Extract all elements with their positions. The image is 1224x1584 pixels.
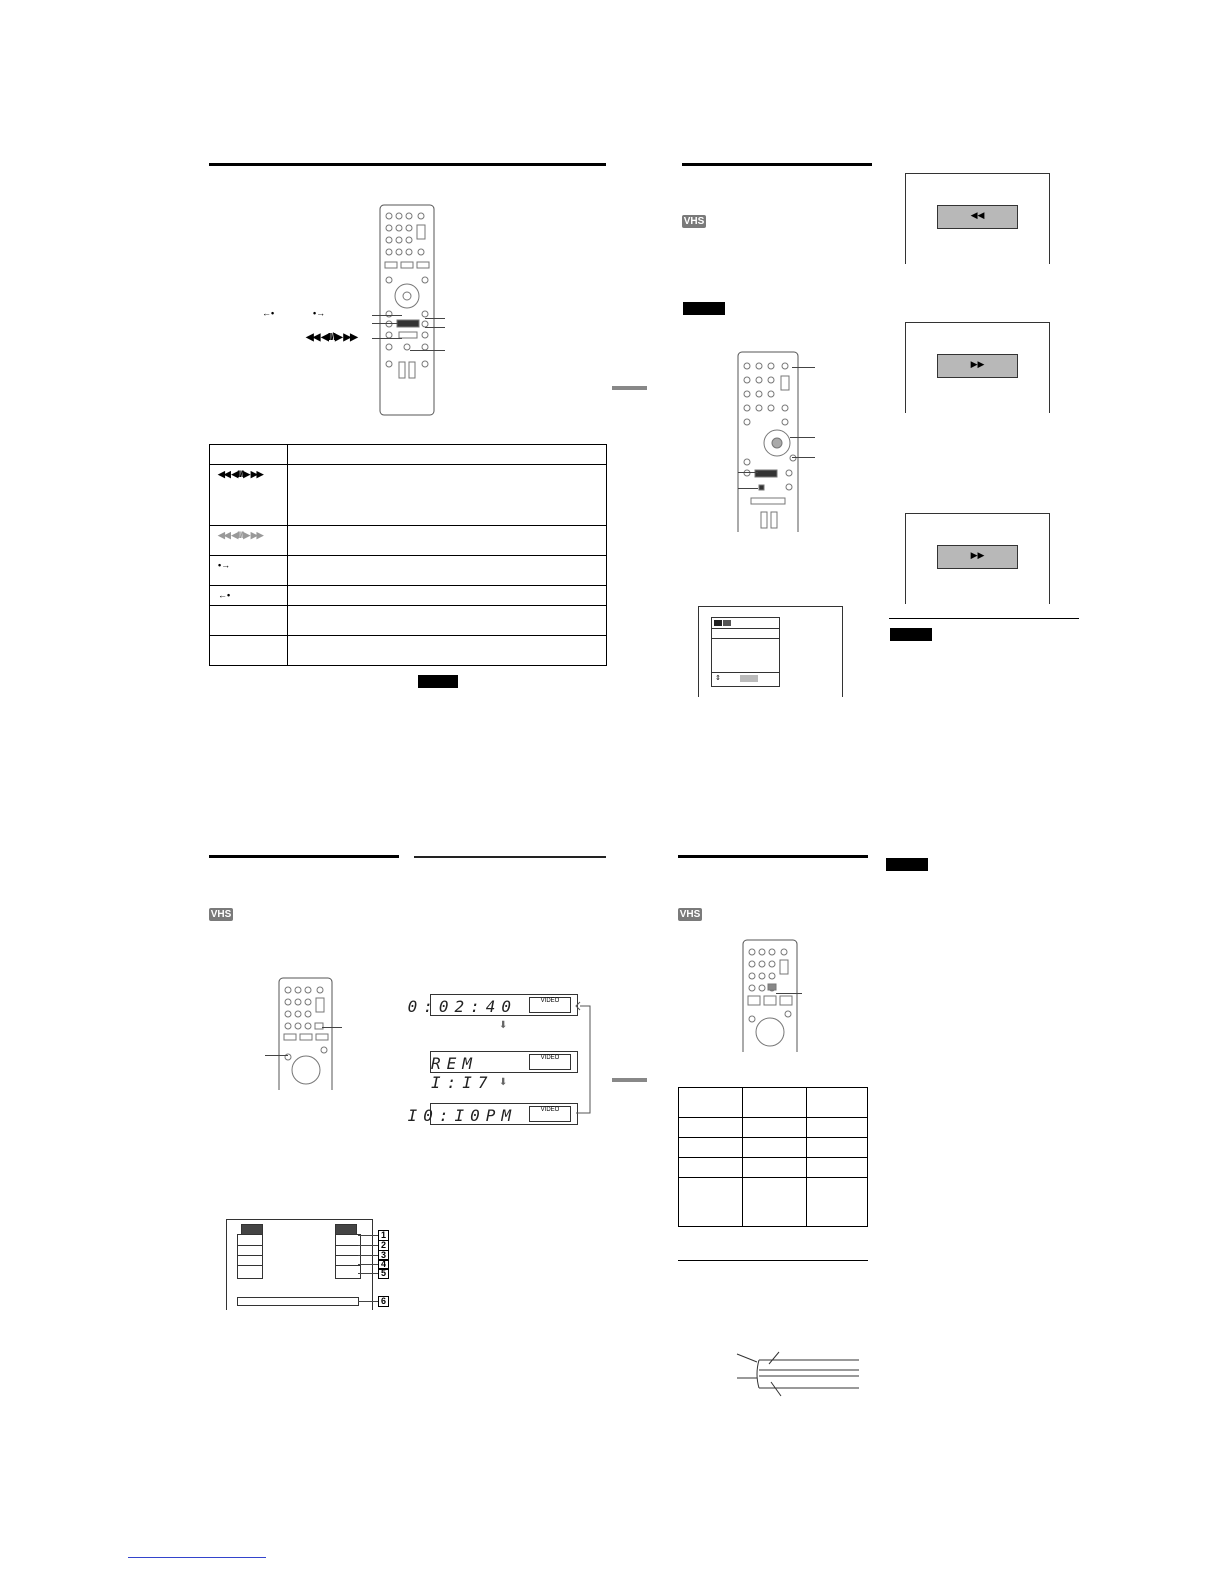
callout-line — [410, 350, 445, 351]
divider-line — [889, 618, 1079, 619]
menu-footer-button — [740, 675, 758, 682]
callout-line — [358, 1235, 378, 1236]
ffwd-bar: ▶▶ — [937, 354, 1018, 378]
tv-screen-rewind — [905, 173, 1050, 264]
video-indicator: VIDEO — [529, 997, 571, 1013]
vhs-mode-icon — [723, 620, 731, 626]
table-row — [679, 1178, 868, 1227]
callout-line — [792, 457, 815, 458]
tv-screen-settings — [226, 1219, 373, 1310]
note-block — [886, 858, 928, 871]
down-arrow-icon: ⬇ — [499, 1077, 508, 1088]
callout-line — [358, 1264, 378, 1265]
table-icon-cell: ←• — [218, 590, 231, 600]
table-icon-cell: ◀◀ ◀II/I▶ ▶▶ — [218, 469, 263, 479]
front-panel-display-counter — [407, 994, 578, 1016]
callout-line — [738, 488, 758, 489]
section-rule-top-left — [209, 163, 606, 166]
front-panel-display-clock — [407, 1103, 578, 1125]
callout-line — [358, 1273, 378, 1274]
callout-line — [358, 1301, 378, 1302]
down-arrow-icon: ⬇ — [499, 1020, 508, 1031]
remote-control-illustration — [742, 940, 798, 1052]
vhs-badge: VHS — [210, 909, 232, 920]
section-rule-bottom-right — [678, 855, 868, 858]
menu-divider — [712, 638, 779, 639]
callout-number: 2 — [378, 1240, 389, 1251]
table-row — [679, 1158, 868, 1178]
remote-control-illustration — [379, 204, 435, 424]
table-row — [210, 445, 607, 465]
callout-line — [425, 318, 445, 319]
return-arrow-icon — [576, 1000, 596, 1115]
callout-line — [358, 1255, 378, 1256]
cassette-icon — [714, 620, 722, 626]
table-row — [210, 636, 607, 666]
table-row — [679, 1118, 868, 1138]
callout-line — [372, 323, 398, 324]
callout-line — [738, 472, 758, 473]
section-rule-bottom-left — [209, 855, 399, 858]
menu-header — [712, 618, 779, 629]
recording-time-table — [678, 1087, 868, 1227]
callout-line — [790, 437, 815, 438]
menu-footer — [712, 672, 779, 673]
callout-number: 4 — [378, 1259, 389, 1270]
note-block — [418, 675, 458, 688]
tv-screen-menu — [698, 606, 843, 697]
callout-line — [372, 315, 402, 316]
callout-line — [358, 1245, 378, 1246]
section-rule-bottom-mid — [414, 856, 606, 858]
left-column — [237, 1234, 263, 1279]
table-row — [210, 526, 607, 556]
callout-number: 5 — [378, 1268, 389, 1279]
note-block — [683, 302, 725, 315]
up-down-arrow-icon: ⇕ — [715, 675, 721, 682]
skip-fwd-label: •→ — [313, 308, 326, 318]
section-rule-top-right — [682, 163, 872, 166]
display-digits: 0:02:40 — [407, 997, 517, 1016]
callout-line — [265, 1055, 288, 1056]
table-row — [210, 586, 607, 606]
vhs-badge: VHS — [679, 909, 701, 920]
side-tab — [612, 386, 647, 390]
display-digits: I0:I0PM — [407, 1106, 517, 1125]
vhs-badge: VHS — [683, 216, 705, 227]
status-bar — [237, 1297, 359, 1306]
side-tab — [612, 1078, 647, 1082]
divider-line — [678, 1260, 868, 1261]
menu-panel — [711, 617, 780, 687]
footer-link-underline[interactable] — [128, 1557, 266, 1558]
callout-number: 1 — [378, 1230, 389, 1241]
table-icon-cell: •→ — [218, 560, 231, 570]
remote-control-illustration — [737, 352, 799, 532]
tv-screen-fast-forward — [905, 322, 1050, 413]
callout-line — [776, 993, 802, 994]
video-indicator: VIDEO — [529, 1106, 571, 1122]
tv-screen-fast-forward-2 — [905, 513, 1050, 604]
note-block — [890, 628, 932, 641]
table-row — [679, 1138, 868, 1158]
callout-line — [372, 338, 402, 339]
display-digits: REM I:I7 — [431, 1054, 494, 1092]
table-row — [210, 606, 607, 636]
ffwd-bar-2: ▶▶ — [937, 545, 1018, 569]
tape-illustration — [735, 1348, 860, 1398]
remote-control-illustration — [278, 978, 333, 1090]
skip-back-label: ←• — [262, 308, 275, 318]
callout-line — [792, 367, 815, 368]
video-indicator: VIDEO — [529, 1054, 571, 1070]
callout-line — [425, 327, 445, 328]
table-row — [210, 465, 607, 526]
rewind-bar: ◀◀ — [937, 205, 1018, 229]
transport-label: ◀◀ ◀II/I▶ ▶▶ — [306, 332, 357, 343]
table-row — [210, 556, 607, 586]
callout-number: 3 — [378, 1250, 389, 1261]
table-icon-cell: ◀◀ ◀II/I▶ ▶▶ — [218, 530, 263, 540]
callout-line — [322, 1027, 342, 1028]
callout-number: 6 — [378, 1296, 389, 1307]
front-panel-display-remain — [430, 1051, 578, 1092]
button-function-table — [209, 444, 607, 666]
table-row — [679, 1088, 868, 1118]
